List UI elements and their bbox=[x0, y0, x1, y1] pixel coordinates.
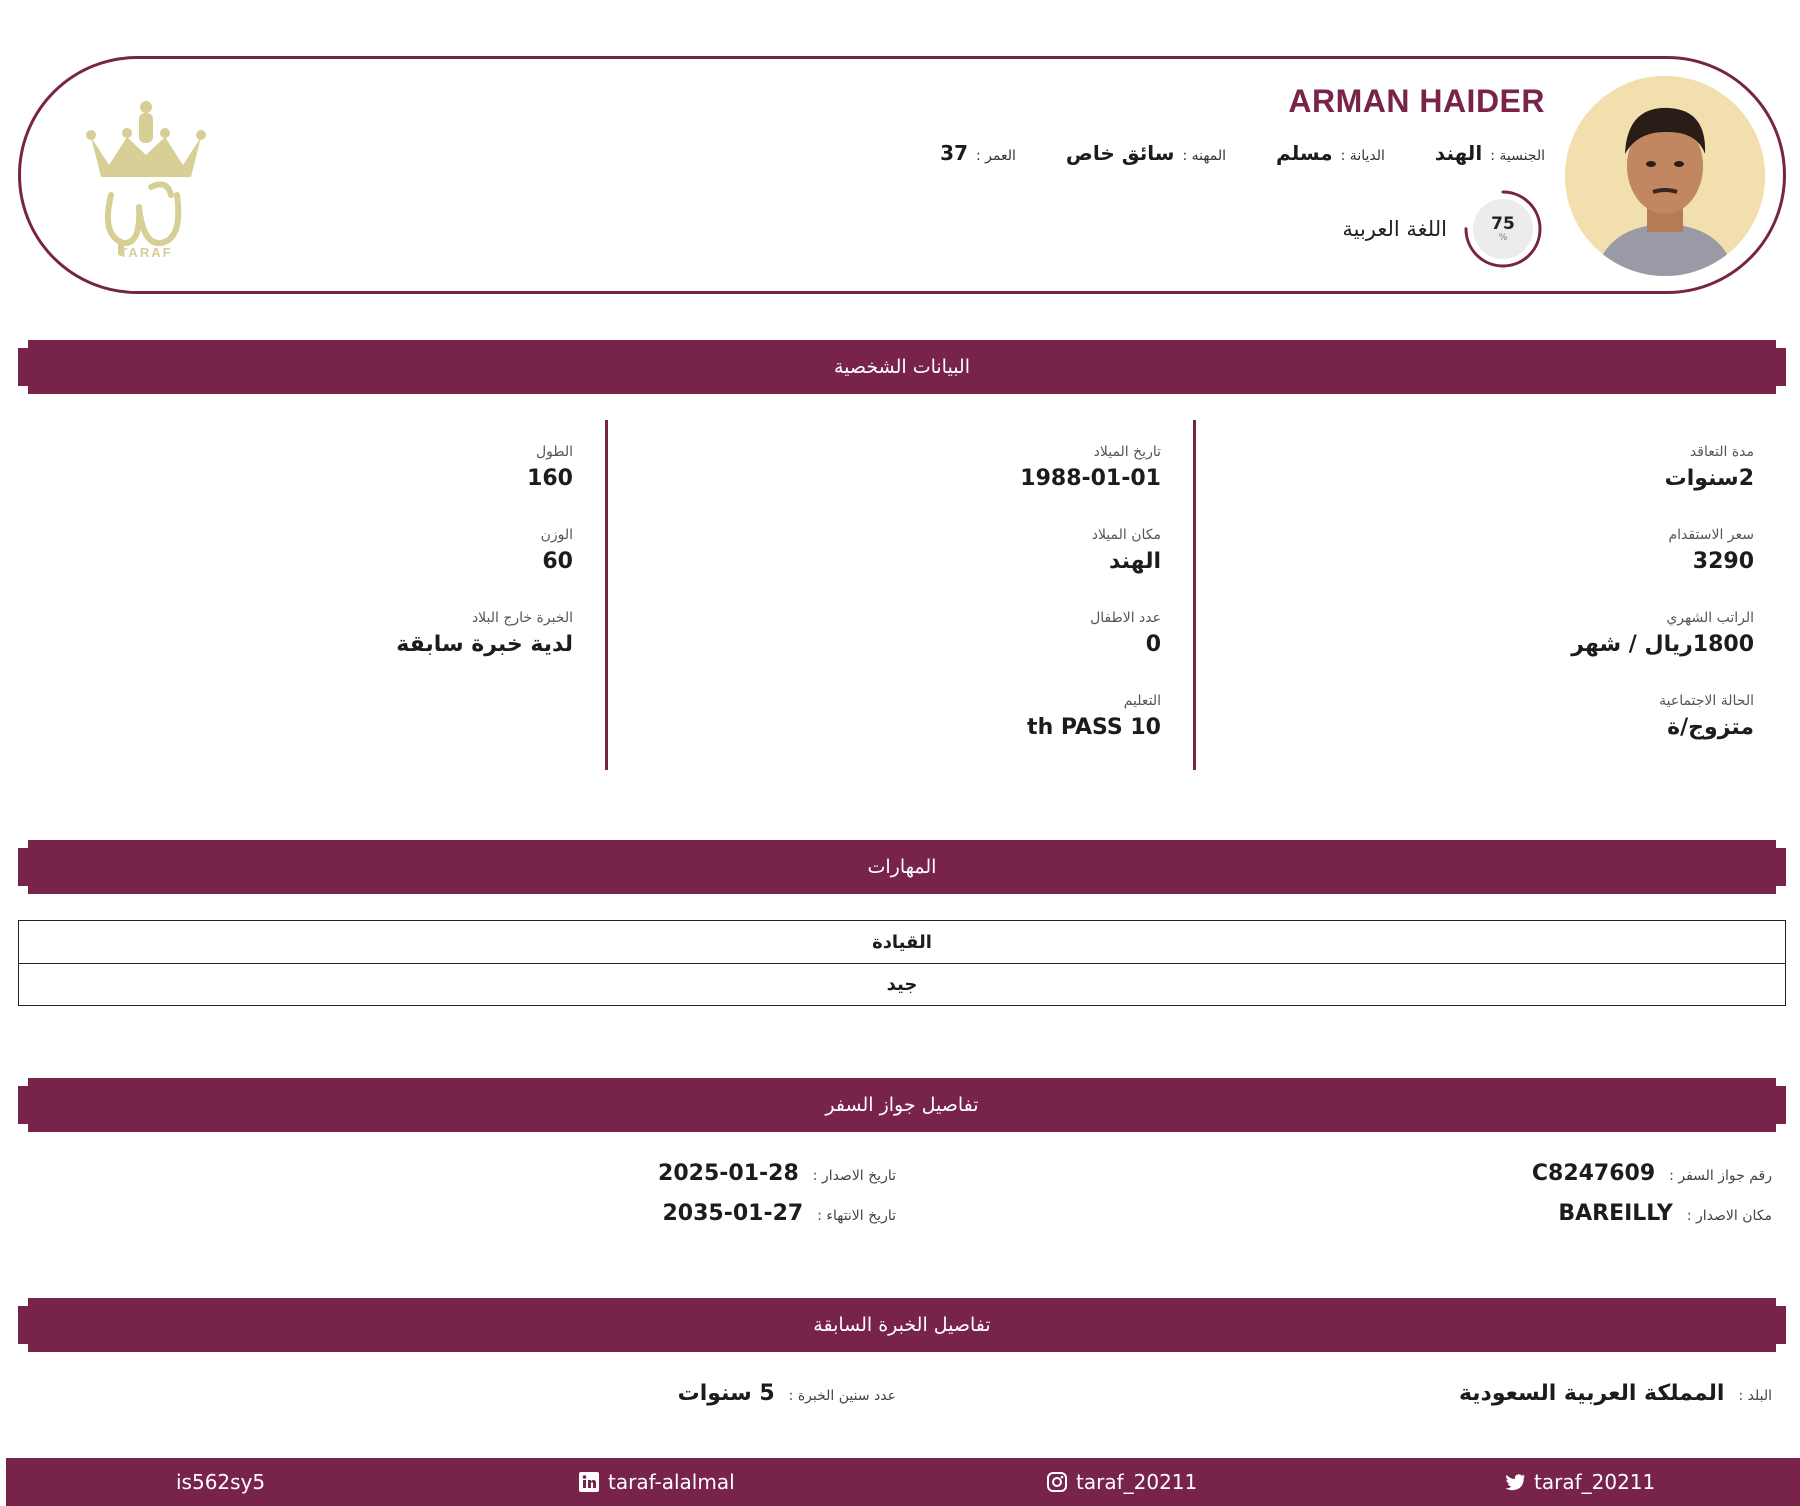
field-value: 2سنوات bbox=[1664, 466, 1754, 491]
field-value: الهند bbox=[1108, 549, 1161, 574]
field-label: الراتب الشهري bbox=[1666, 610, 1754, 626]
section-banner-skills bbox=[18, 840, 1786, 894]
issue-place-label: مكان الاصدار : bbox=[1686, 1208, 1772, 1224]
footer-linkedin-link[interactable] bbox=[578, 1458, 735, 1506]
percent-sign: % bbox=[1498, 233, 1508, 243]
issue-date-value: 2025-01-28 bbox=[658, 1161, 799, 1186]
years-label: عدد سنين الخبرة : bbox=[788, 1388, 896, 1404]
field-label: الحالة الاجتماعية bbox=[1659, 693, 1754, 709]
footer-instagram-link[interactable] bbox=[1046, 1458, 1197, 1506]
marital-status-field bbox=[1659, 693, 1754, 740]
birth-date-field bbox=[1020, 444, 1161, 491]
field-label: التعليم bbox=[1123, 693, 1161, 709]
profession-item bbox=[1066, 141, 1226, 165]
field-label: مدة التعاقد bbox=[1689, 444, 1754, 460]
recruitment-price-field bbox=[1669, 527, 1754, 574]
issue-place-value: BAREILLY bbox=[1558, 1201, 1673, 1226]
language-gauge bbox=[1461, 187, 1545, 271]
skills-row: جيد bbox=[19, 963, 1785, 1005]
children-count-field bbox=[1090, 610, 1161, 657]
field-value: 1988-01-01 bbox=[1020, 466, 1161, 491]
field-value: 1800ريال / شهر bbox=[1571, 632, 1754, 657]
arabic-language-indicator bbox=[1342, 187, 1545, 271]
expiry-label: تاريخ الانتهاء : bbox=[817, 1208, 896, 1224]
field-label: تاريخ الميلاد bbox=[1093, 444, 1161, 460]
footer-code bbox=[176, 1458, 265, 1506]
experience-country-item bbox=[1459, 1381, 1772, 1406]
religion-item bbox=[1276, 141, 1385, 165]
country-label: البلد : bbox=[1738, 1388, 1772, 1404]
taraf-logo bbox=[81, 95, 211, 265]
field-label: مكان الميلاد bbox=[1091, 527, 1161, 543]
personal-column-3 bbox=[18, 420, 608, 770]
twitter-handle: taraf_20211 bbox=[1534, 1470, 1656, 1494]
skills-row: القيادة bbox=[872, 931, 932, 953]
passport-expiry-item bbox=[662, 1201, 896, 1226]
nationality-value: الهند bbox=[1434, 141, 1483, 165]
field-label: الوزن bbox=[540, 527, 573, 543]
field-value: 0 bbox=[1145, 632, 1161, 657]
age-value: 37 bbox=[940, 141, 969, 165]
passport-number-value: C8247609 bbox=[1531, 1161, 1656, 1186]
height-field bbox=[527, 444, 573, 491]
profession-value: سائق خاص bbox=[1065, 141, 1175, 165]
section-banner-experience bbox=[18, 1298, 1786, 1352]
candidate-name: ARMAN HAIDER bbox=[1288, 83, 1545, 119]
abroad-experience-field bbox=[396, 610, 573, 657]
personal-column-1 bbox=[1226, 420, 1786, 770]
footer-code-text: is562sy5 bbox=[176, 1470, 266, 1494]
field-value: 60 bbox=[542, 549, 573, 574]
field-value: 160 bbox=[527, 466, 573, 491]
personal-column-2 bbox=[636, 420, 1196, 770]
linkedin-handle: taraf-alalmal bbox=[608, 1470, 735, 1494]
birth-place-field bbox=[1092, 527, 1161, 574]
section-banner-passport bbox=[18, 1078, 1786, 1132]
section-title-personal: البيانات الشخصية bbox=[833, 356, 970, 378]
years-value: 5 سنوات bbox=[677, 1381, 775, 1406]
religion-value: مسلم bbox=[1276, 141, 1333, 165]
monthly-salary-field bbox=[1571, 610, 1754, 657]
experience-years-item bbox=[678, 1381, 896, 1406]
field-value: لدية خبرة سابقة bbox=[396, 632, 573, 657]
section-banner-personal bbox=[18, 340, 1786, 394]
footer-bar bbox=[6, 1458, 1800, 1506]
age-item bbox=[940, 141, 1016, 165]
education-field bbox=[1027, 693, 1161, 740]
section-title-passport: تفاصيل جواز السفر bbox=[825, 1094, 979, 1116]
issue-date-label: تاريخ الاصدار : bbox=[812, 1168, 896, 1184]
field-label: سعر الاستقدام bbox=[1668, 527, 1754, 543]
instagram-icon bbox=[1046, 1471, 1068, 1493]
profession-label: المهنه : bbox=[1182, 148, 1227, 164]
field-label: عدد الاطفال bbox=[1090, 610, 1161, 626]
instagram-handle: taraf_20211 bbox=[1076, 1470, 1198, 1494]
linkedin-icon bbox=[578, 1471, 600, 1493]
profile-info-row bbox=[940, 141, 1545, 165]
language-percent: 75 bbox=[1491, 214, 1515, 234]
nationality-label: الجنسية : bbox=[1490, 148, 1545, 164]
weight-field bbox=[541, 527, 573, 574]
religion-label: الديانة : bbox=[1340, 148, 1385, 164]
twitter-icon bbox=[1504, 1471, 1526, 1493]
passport-issue-place-item bbox=[1558, 1201, 1772, 1226]
passport-number-item bbox=[1532, 1161, 1772, 1186]
passport-number-label: رقم جواز السفر : bbox=[1669, 1168, 1772, 1184]
field-label: الطول bbox=[535, 444, 573, 460]
age-label: العمر : bbox=[976, 148, 1016, 164]
field-label: الخبرة خارج البلاد bbox=[471, 610, 573, 626]
nationality-item bbox=[1435, 141, 1545, 165]
profile-header-card bbox=[18, 56, 1786, 294]
country-value: المملكة العربية السعودية bbox=[1458, 1381, 1725, 1406]
field-value: th PASS 10 bbox=[1027, 715, 1161, 740]
contract-duration-field bbox=[1665, 444, 1754, 491]
profile-photo bbox=[1565, 76, 1765, 276]
field-value: 3290 bbox=[1692, 549, 1754, 574]
logo-text: TARAF bbox=[119, 245, 173, 260]
passport-issue-date-item bbox=[658, 1161, 896, 1186]
section-title-experience: تفاصيل الخبرة السابقة bbox=[813, 1314, 991, 1336]
field-value: متزوج/ة bbox=[1667, 715, 1754, 740]
expiry-value: 2035-01-27 bbox=[662, 1201, 804, 1226]
footer-twitter-link[interactable] bbox=[1504, 1458, 1655, 1506]
personal-data-grid bbox=[18, 420, 1786, 770]
section-title-skills: المهارات bbox=[867, 856, 937, 878]
skills-table bbox=[18, 920, 1786, 1006]
language-label: اللغة العربية bbox=[1342, 217, 1447, 241]
